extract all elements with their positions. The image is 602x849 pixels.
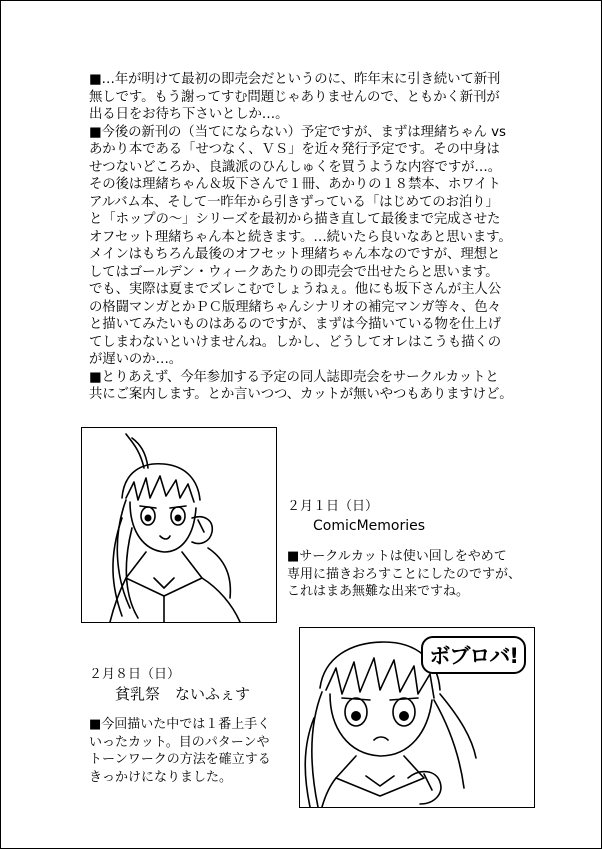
intro-text: [89, 71, 529, 404]
event-name: ComicMemories: [313, 518, 426, 534]
event-note-line: これはまあ無難な出来ですね。: [287, 584, 470, 599]
circle-cut-illustration-1: [81, 427, 277, 623]
intro-line: アルバム本、そして一昨年から引きずっている「はじめてのお泊り」: [89, 194, 499, 210]
event-date: ２月１日（日）: [287, 499, 379, 514]
intro-line: ■とりあえず、今年参加する予定の同人誌即売会をサークルカットと: [89, 369, 499, 385]
event-note-line: きっかけになりました。: [89, 769, 233, 785]
circle-cut-illustration-2: [299, 627, 535, 808]
event-info-1: [287, 498, 547, 601]
event-note-line: ■今回描いた中では１番上手く: [89, 717, 271, 732]
event-date: ２月８日（日）: [89, 667, 181, 682]
intro-line: の格闘マンガとかＰＣ版理緒ちゃんシナリオの補完マンガ等々、色々: [89, 299, 501, 315]
event-note-line: いったカット。目のパターンや: [89, 734, 270, 750]
event-note-line: トーンワークの方法を確立する: [89, 752, 271, 767]
intro-line: ■…年が明けて最初の即売会だというのに、昨年末に引き続いて新刊: [89, 72, 501, 87]
intro-line: せつないどころか、良識派のひんしゅくを買うような内容ですが…。: [89, 159, 502, 175]
intro-line: 共にご案内します。とか言いつつ、カットが無いやつもありますけど。: [89, 387, 513, 402]
event-note-line: 専用に描きおろすことにしたのですが、: [287, 566, 522, 582]
event-info-2: [89, 666, 299, 786]
event-note: [89, 716, 299, 786]
intro-line: 出る日をお待ち下さいとしか…。: [89, 107, 289, 122]
intro-line: が遅いのか…。: [89, 352, 183, 367]
intro-line: オフセット理緒ちゃん本と続きます。…続いたら良いなあと思います。: [89, 229, 512, 245]
intro-line: でも、実際は夏までズレこむでしょうねぇ。他にも坂下さんが主人公: [89, 282, 502, 297]
intro-line: てしまわないといけませんね。しかし、どうしてオレはこうも描くの: [89, 334, 502, 350]
intro-line: あかり本である「せつなく、ＶＳ」を近々発行予定です。その中身は: [89, 142, 500, 157]
sfx-text: ボブロバ!: [421, 636, 526, 674]
girl-illustration-1: [82, 428, 276, 622]
event-note: [287, 548, 547, 601]
intro-line: と「ホップの～」シリーズを最初から描き直して最後まで完成させた: [89, 212, 501, 227]
intro-line: と描いてみたいものはあるのですが、まずは今描いている物を仕上げ: [89, 317, 502, 332]
intro-line: メインはもちろん最後のオフセット理緒ちゃん本なのですが、理想と: [89, 247, 501, 262]
intro-line: 無しです。もう謝ってすむ問題じゃありませんので、ともかく新刊が: [89, 89, 500, 105]
event-name: 貧乳祭 ないふぇす: [115, 685, 251, 703]
event-note-line: ■サークルカットは使い回しをやめて: [287, 549, 507, 564]
intro-line: その後は理緒ちゃん＆坂下さんで１冊、あかりの１８禁本、ホワイト: [89, 177, 501, 192]
intro-line: ■今後の新刊の（当てにならない）予定ですが、まずは理緒ちゃん vs: [89, 124, 506, 140]
intro-line: してはゴールデン・ウィークあたりの即売会で出せたらと思います。: [89, 264, 499, 280]
